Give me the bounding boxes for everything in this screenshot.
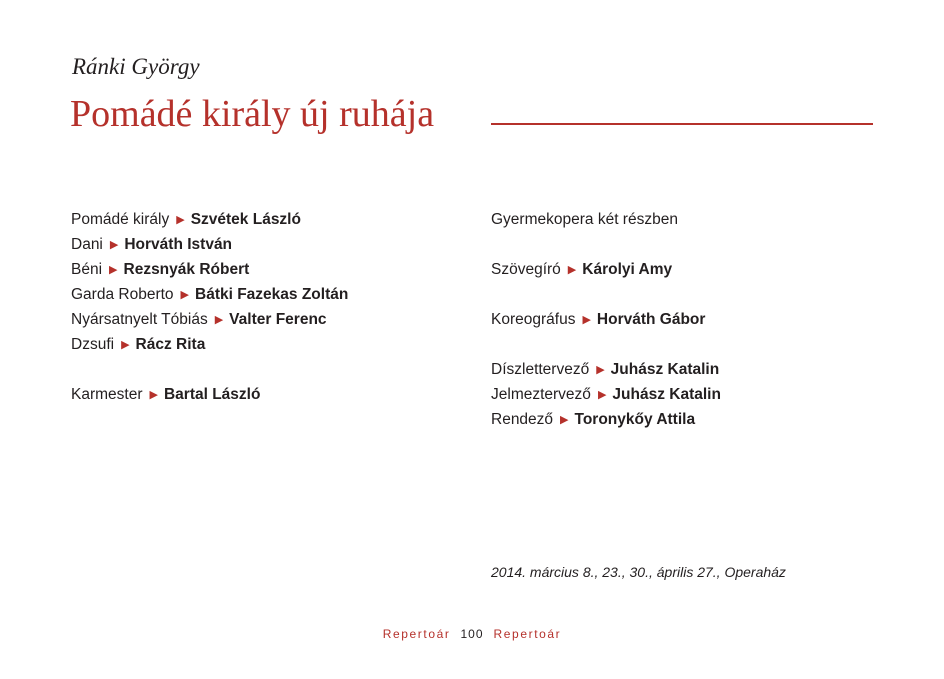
- performer-name: Szvétek László: [190, 211, 301, 228]
- title-rule: [491, 123, 873, 125]
- credit-name: Horváth Gábor: [596, 311, 706, 328]
- role-label: Béni: [71, 261, 103, 278]
- performer-name: Rezsnyák Róbert: [123, 261, 250, 278]
- triangle-right-icon: ▶: [582, 314, 591, 326]
- spacer: [71, 357, 348, 382]
- role-label: Pomádé király: [71, 211, 170, 228]
- triangle-right-icon: ▶: [109, 239, 119, 251]
- triangle-right-icon: ▶: [560, 414, 569, 426]
- role-label: Dzsufi: [71, 336, 115, 353]
- role-label: Szövegíró: [491, 261, 561, 278]
- spacer: [491, 232, 721, 257]
- triangle-right-icon: ▶: [567, 264, 577, 276]
- page-number: 100: [460, 627, 484, 641]
- role-label: Garda Roberto: [71, 286, 174, 303]
- cast-line: [71, 332, 348, 357]
- credit-line: [491, 357, 721, 382]
- credit-name: Juhász Katalin: [612, 386, 721, 403]
- role-label: Dani: [71, 236, 103, 253]
- triangle-right-icon: ▶: [597, 389, 607, 401]
- spacer: [491, 332, 721, 357]
- performer-name: Horváth István: [124, 236, 233, 253]
- footer-label-left: Repertoár: [382, 627, 451, 641]
- role-label: Nyársatnyelt Tóbiás: [71, 311, 208, 328]
- cast-line: [71, 207, 348, 232]
- triangle-right-icon: ▶: [176, 214, 185, 226]
- role-label: Rendező: [491, 411, 554, 428]
- performer-name: Bátki Fazekas Zoltán: [195, 286, 349, 303]
- cast-line: [71, 232, 348, 257]
- spacer: [491, 282, 721, 307]
- footer-label-right: Repertoár: [493, 627, 562, 641]
- role-label: Jelmeztervező: [491, 386, 591, 403]
- performer-name: Rácz Rita: [135, 336, 206, 353]
- cast-line: [71, 257, 348, 282]
- credits-column: [491, 207, 721, 432]
- conductor-line: [71, 382, 348, 407]
- credit-line: [491, 407, 721, 432]
- cast-line: [71, 282, 348, 307]
- credit-line: [491, 382, 721, 407]
- credit-name: Juhász Katalin: [610, 361, 720, 378]
- page-footer: [0, 627, 944, 641]
- credit-name: Toronykőy Attila: [574, 411, 696, 428]
- role-label: Koreográfus: [491, 311, 576, 328]
- performer-name: Bartal László: [163, 386, 261, 403]
- triangle-right-icon: ▶: [109, 264, 118, 276]
- triangle-right-icon: ▶: [149, 389, 158, 401]
- triangle-right-icon: ▶: [180, 289, 189, 301]
- performance-dates: 2014. március 8., 23., 30., április 27., Operaház: [491, 564, 786, 580]
- credit-line: [491, 307, 721, 332]
- page-title: Pomádé király új ruhája: [70, 93, 435, 135]
- role-label: Karmester: [71, 386, 143, 403]
- cast-line: [71, 307, 348, 332]
- triangle-right-icon: ▶: [214, 314, 224, 326]
- triangle-right-icon: ▶: [596, 364, 605, 376]
- role-label: Díszlettervező: [491, 361, 590, 378]
- credit-name: Károlyi Amy: [582, 261, 673, 278]
- genre-line: Gyermekopera két részben: [491, 211, 678, 228]
- performer-name: Valter Ferenc: [229, 311, 327, 328]
- triangle-right-icon: ▶: [121, 339, 130, 351]
- author: Ránki György: [72, 54, 200, 79]
- cast-column: [71, 207, 348, 407]
- credit-line: [491, 257, 721, 282]
